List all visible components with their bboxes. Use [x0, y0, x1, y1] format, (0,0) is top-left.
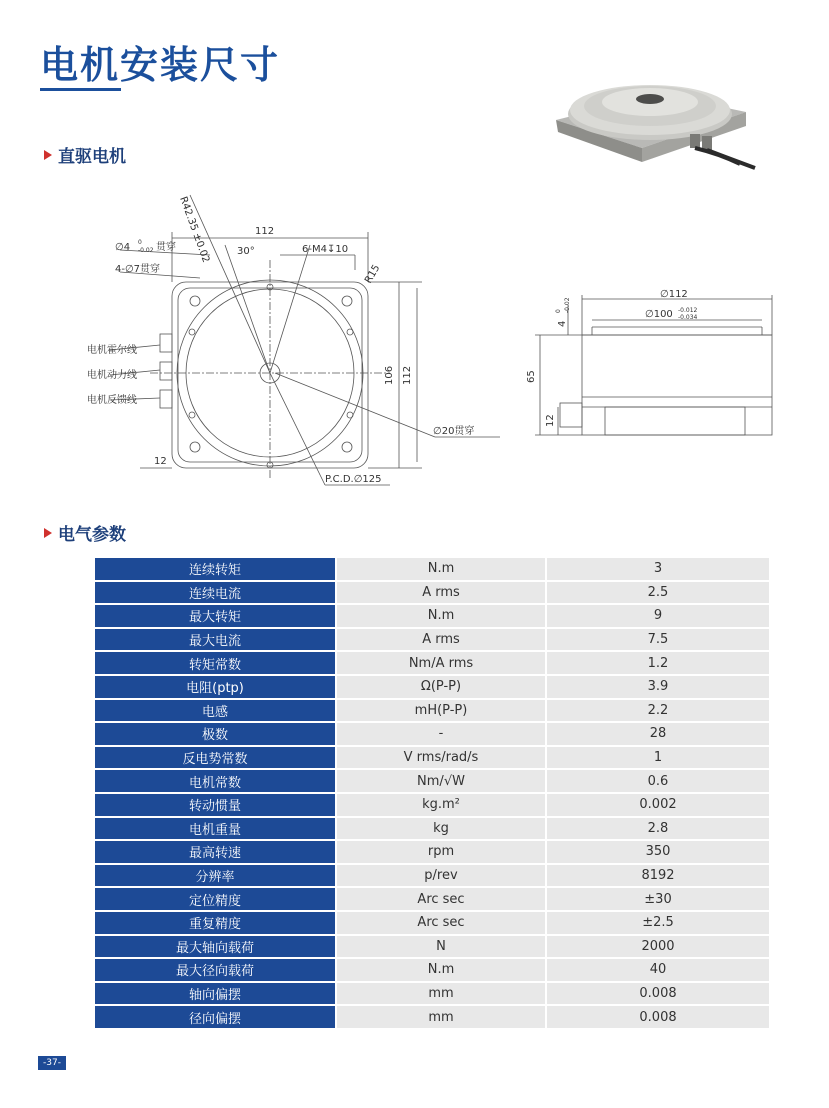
param-value: 9: [546, 604, 769, 628]
page-title: 电机安装尺寸: [40, 43, 281, 87]
table-row: [95, 558, 769, 581]
table-row: [95, 604, 769, 628]
table-row: [95, 722, 769, 746]
param-unit: mm: [336, 1005, 546, 1029]
table-row: [95, 769, 769, 793]
param-name: 重复精度: [95, 911, 336, 935]
param-value: 2.8: [546, 817, 769, 841]
param-name: 定位精度: [95, 887, 336, 911]
table-row: [95, 817, 769, 841]
side-dia-112: ∅112: [660, 289, 688, 300]
table-row: [95, 581, 769, 605]
param-name: 分辨率: [95, 864, 336, 888]
param-value: 0.002: [546, 793, 769, 817]
side-view-drawing: [520, 285, 780, 460]
param-name: 反电势常数: [95, 746, 336, 770]
param-unit: N.m: [336, 558, 546, 581]
table-row: [95, 958, 769, 982]
lead-hall: 电机霍尔线: [87, 345, 137, 356]
radius-r15: R15: [363, 263, 383, 286]
hole-4-tol-bot: -0.02: [138, 247, 154, 254]
param-name: 连续转矩: [95, 558, 336, 581]
param-unit: Nm/A rms: [336, 651, 546, 675]
param-unit: Arc sec: [336, 911, 546, 935]
param-value: 1.2: [546, 651, 769, 675]
side-dim-4: 4: [557, 320, 568, 327]
param-name: 最大径向载荷: [95, 958, 336, 982]
section-label: 直驱电机: [58, 147, 126, 167]
param-unit: V rms/rad/s: [336, 746, 546, 770]
side-dim-65: 65: [526, 370, 537, 383]
dim-12: 12: [154, 456, 167, 467]
param-value: 350: [546, 840, 769, 864]
side-dia-100-tol-bot: -0.034: [678, 314, 698, 321]
param-name: 电阻(ptp): [95, 675, 336, 699]
hole-4-tol-top: 0: [138, 239, 142, 246]
param-unit: p/rev: [336, 864, 546, 888]
table-row: [95, 1005, 769, 1029]
param-value: 40: [546, 958, 769, 982]
bore-20: ∅20贯穿: [433, 426, 475, 437]
param-value: 0.6: [546, 769, 769, 793]
param-name: 最高转速: [95, 840, 336, 864]
table-row: [95, 746, 769, 770]
page-number: -37-: [38, 1056, 66, 1070]
dim-112-top: 112: [255, 226, 275, 237]
motor-product-image: [550, 72, 770, 182]
param-name: 转动惯量: [95, 793, 336, 817]
electrical-params-table: [95, 558, 769, 1030]
table-row: [95, 699, 769, 723]
param-value: 3.9: [546, 675, 769, 699]
table-row: [95, 675, 769, 699]
param-unit: A rms: [336, 581, 546, 605]
red-triangle-icon: [44, 150, 52, 160]
param-name: 最大电流: [95, 628, 336, 652]
param-name: 电机重量: [95, 817, 336, 841]
param-unit: Ω(P-P): [336, 675, 546, 699]
angle-30: 30°: [237, 246, 255, 257]
param-unit: -: [336, 722, 546, 746]
param-value: 3: [546, 558, 769, 581]
param-value: 28: [546, 722, 769, 746]
table-row: [95, 651, 769, 675]
param-unit: rpm: [336, 840, 546, 864]
param-value: 1: [546, 746, 769, 770]
param-value: ±30: [546, 887, 769, 911]
front-view-drawing: [80, 190, 500, 500]
holes-4-7: 4-∅7贯穿: [115, 264, 161, 275]
param-value: 0.008: [546, 1005, 769, 1029]
param-value: ±2.5: [546, 911, 769, 935]
param-value: 8192: [546, 864, 769, 888]
title-underline: [40, 88, 121, 91]
param-value: 2.2: [546, 699, 769, 723]
param-value: 2.5: [546, 581, 769, 605]
red-triangle-icon: [44, 528, 52, 538]
param-unit: N.m: [336, 958, 546, 982]
param-unit: Arc sec: [336, 887, 546, 911]
lead-feedback: 电机反馈线: [87, 395, 137, 406]
param-name: 转矩常数: [95, 651, 336, 675]
table-row: [95, 887, 769, 911]
side-dia-100-tol-top: -0.012: [678, 307, 698, 314]
param-unit: kg: [336, 817, 546, 841]
param-name: 最大轴向载荷: [95, 935, 336, 959]
param-name: 径向偏摆: [95, 1005, 336, 1029]
param-name: 轴向偏摆: [95, 982, 336, 1006]
param-name: 连续电流: [95, 581, 336, 605]
side-dim-4-tol-bot: -0.02: [564, 297, 571, 313]
param-name: 电感: [95, 699, 336, 723]
param-name: 电机常数: [95, 769, 336, 793]
table-row: [95, 911, 769, 935]
param-unit: mm: [336, 982, 546, 1006]
param-name: 最大转矩: [95, 604, 336, 628]
hole-4-label: ∅4: [115, 242, 131, 253]
param-value: 7.5: [546, 628, 769, 652]
section-direct-drive-motor: [44, 142, 126, 167]
param-value: 0.008: [546, 982, 769, 1006]
param-unit: N.m: [336, 604, 546, 628]
param-unit: kg.m²: [336, 793, 546, 817]
param-unit: mH(P-P): [336, 699, 546, 723]
side-dia-100: ∅100: [645, 309, 673, 320]
param-value: 2000: [546, 935, 769, 959]
param-name: 极数: [95, 722, 336, 746]
table-row: [95, 935, 769, 959]
table-row: [95, 982, 769, 1006]
table-row: [95, 628, 769, 652]
pcd-125: P.C.D.∅125: [325, 474, 382, 485]
through-label: 贯穿: [156, 242, 176, 253]
side-dim-12: 12: [545, 414, 556, 427]
table-row: [95, 840, 769, 864]
thread-6m4: 6-M4↧10: [302, 244, 349, 255]
table-row: [95, 793, 769, 817]
param-unit: N: [336, 935, 546, 959]
section-electrical-params: [44, 520, 126, 545]
dim-r42: R42.35 ±0.02: [177, 195, 212, 265]
param-unit: A rms: [336, 628, 546, 652]
param-unit: Nm/√W: [336, 769, 546, 793]
dim-106: 106: [384, 365, 395, 385]
dim-112-right: 112: [402, 365, 413, 385]
section-label: 电气参数: [58, 525, 126, 545]
lead-power: 电机动力线: [87, 370, 137, 381]
side-dim-4-tol-top: 0: [555, 309, 562, 313]
table-row: [95, 864, 769, 888]
